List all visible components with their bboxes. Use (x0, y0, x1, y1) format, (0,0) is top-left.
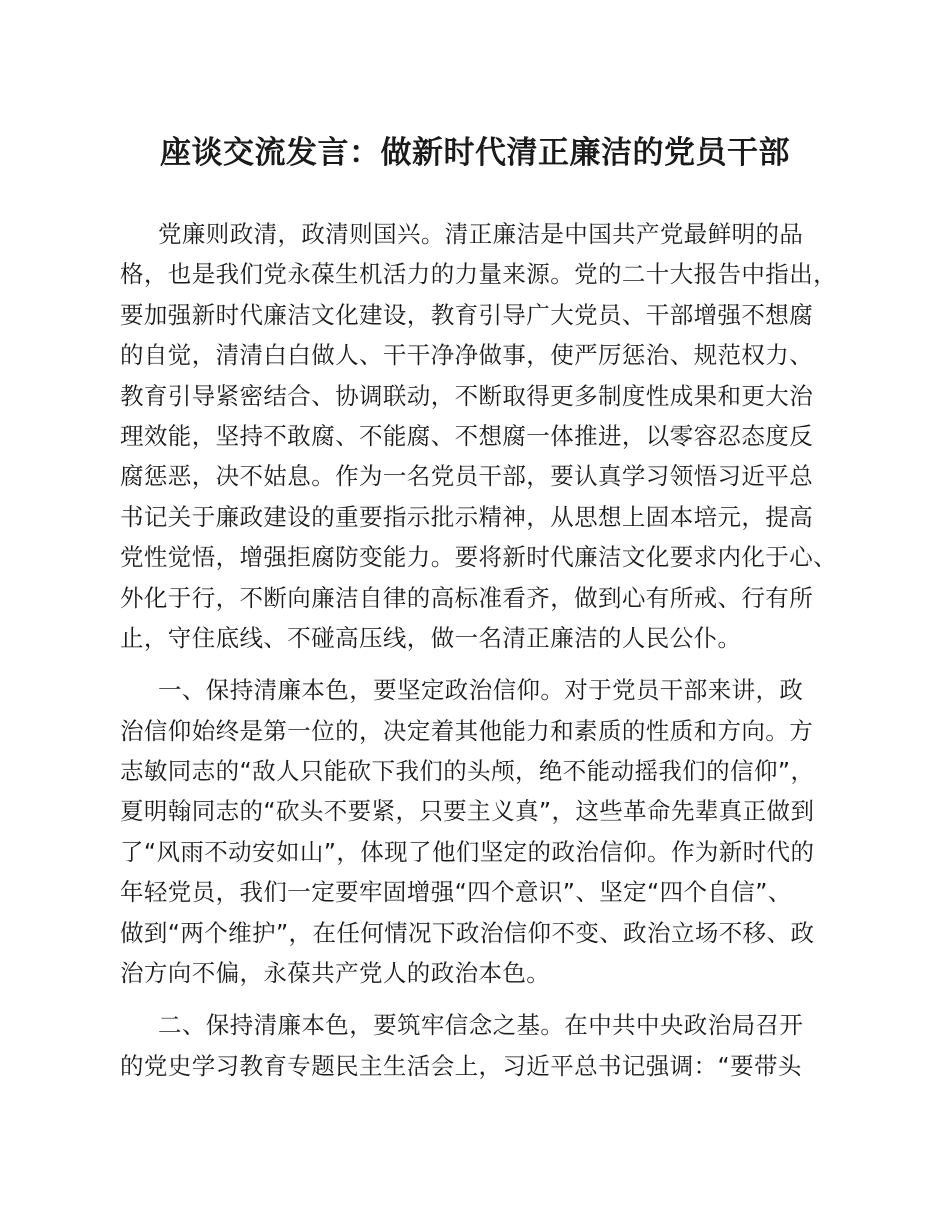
paragraph-section-1 (120, 670, 880, 993)
text-line: 理效能，坚持不敢腐、不能腐、不想腐一体推进，以零容忍态度反 (120, 421, 814, 450)
text-line: 教育引导紧密结合、协调联动，不断取得更多制度性成果和更大治 (120, 381, 814, 410)
text-line: 书记关于廉政建设的重要指示批示精神，从思想上固本培元，提高 (120, 502, 814, 531)
document-body (120, 214, 880, 1098)
text-line: 要加强新时代廉洁文化建设，教育引导广大党员、干部增强不想腐 (120, 300, 814, 329)
text-line: 止，守住底线、不碰高压线，做一名清正廉洁的人民公仆。 (120, 623, 742, 652)
text-line: 二、保持清廉本色，要筑牢信念之基。在中共中央政治局召开 (158, 1011, 804, 1040)
text-line: 一、保持清廉本色，要坚定政治信仰。对于党员干部来讲，政 (158, 676, 804, 705)
text-line: 了“风雨不动安如山”，体现了他们坚定的政治信仰。作为新时代的 (120, 837, 815, 866)
text-line: 治信仰始终是第一位的，决定着其他能力和素质的性质和方向。方 (120, 716, 814, 745)
paragraph-section-2 (120, 1005, 880, 1086)
text-line: 的自觉，清清白白做人、干干净净做事，使严厉惩治、规范权力、 (120, 341, 814, 370)
text-line: 格，也是我们党永葆生机活力的力量来源。党的二十大报告中指出， (120, 260, 837, 289)
text-line: 党廉则政清，政清则国兴。清正廉洁是中国共产党最鲜明的品 (158, 220, 804, 248)
text-line: 腐惩恶，决不姑息。作为一名党员干部，要认真学习领悟习近平总 (120, 462, 814, 491)
text-line: 外化于行，不断向廉洁自律的高标准看齐，做到心有所戒、行有所 (120, 583, 814, 612)
document-title: 座谈交流发言：做新时代清正廉洁的党员干部 (160, 134, 790, 171)
text-line: 年轻党员，我们一定要牢固增强“四个意识”、坚定“四个自信”、 (120, 878, 792, 907)
text-line: 的党史学习教育专题民主生活会上，习近平总书记强调：“要带头 (120, 1051, 802, 1080)
paragraph-intro (120, 214, 880, 658)
text-line: 党性觉悟，增强拒腐防变能力。要将新时代廉洁文化要求内化于心、 (120, 543, 837, 572)
text-line: 志敏同志的“敌人只能砍下我们的头颅，绝不能动摇我们的信仰”， (120, 757, 815, 786)
text-line: 夏明翰同志的“砍头不要紧，只要主义真”，这些革命先辈真正做到 (120, 797, 815, 826)
text-line: 做到“两个维护”，在任何情况下政治信仰不变、政治立场不移、政 (120, 918, 815, 947)
text-line: 治方向不偏，永葆共产党人的政治本色。 (120, 959, 551, 988)
